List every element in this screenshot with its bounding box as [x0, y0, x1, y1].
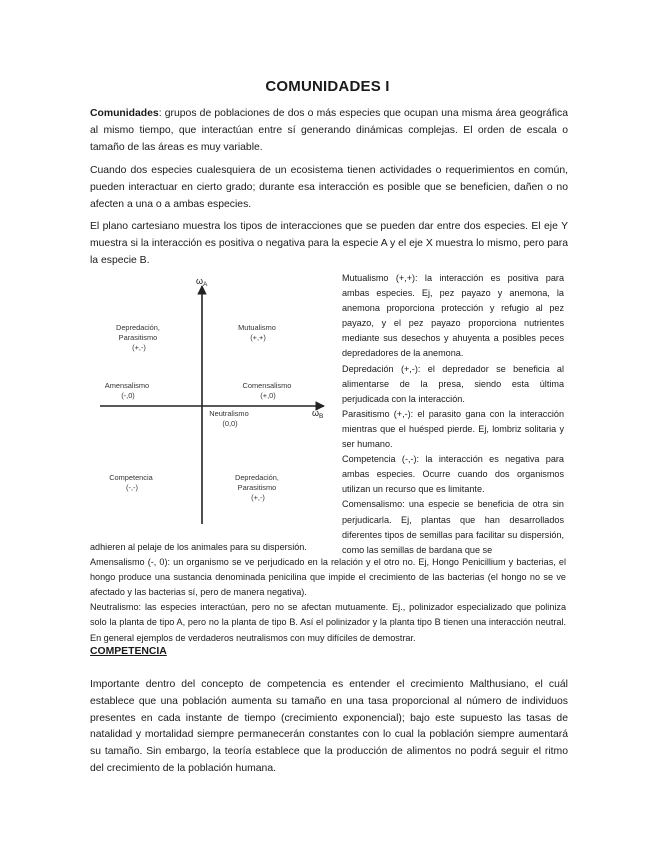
definition-mutualismo: Mutualismo (+,+): la interacción es positiva para ambas especies. Ej, pez payazo y anemona, la anemona proporciona protección y refugio al pez payazo, y el pez payazo proporciona nutrientes mediante sus desechos y ahuyenta a posibles peces depredadores de la anemona.: [342, 273, 564, 359]
definitions-full-width: [90, 540, 566, 646]
y-axis-label: $\omega_A$: [196, 276, 208, 288]
section-heading-competencia: COMPETENCIA: [90, 646, 167, 657]
axis-left-label: Amensalismo (-,0): [104, 381, 150, 400]
paragraph-cartesian: El plano cartesiano muestra los tipos de interacciones que se pueden dar entre dos especies. El eje Y muestra si la interacción es positiva o negativa para la especie A y el eje X muestra lo mismo, pero para la especie B.: [90, 221, 568, 266]
quadrant-bottom-right-label: Depredación, Parasitismo (+,-): [234, 473, 279, 502]
definition-amensalismo: Amensalismo (-, 0): un organismo se ve perjudicado en la relación y el otro no. Ej, Hongo Penicillium y bacterias, el hongo produce una sustancia denominada penicilina que impide el crecimiento de las bacterias (el hongo no se ve afectado y las bacterias sí, pero de manera negativa).: [90, 557, 566, 598]
definition-competencia: Competencia (-,-): la interacción es negativa para ambas especies. Ocurre cuando dos organismos utilizan un recurso que es limitante.: [342, 454, 564, 495]
page-title: COMUNIDADES I: [265, 78, 390, 95]
definition-depredacion: Depredación (+,-): el depredador se beneficia al alimentarse de la presa, siendo esta última perjudicada con la interacción.: [342, 363, 564, 404]
paragraph-interactions: Cuando dos especies cualesquiera de un ecosistema tienen actividades o requerimientos en común, pueden interactuar en cierto grado; durante esa interacción es posible que se beneficien, dañen o no afecten a una o a ambas especies.: [90, 165, 568, 210]
definition-parasitismo: Parasitismo (+,-): el parasito gana con la interacción mientras que el huésped pierde. Ej, lombriz solitaria y ser humano.: [342, 408, 564, 450]
quadrant-bottom-left-label: Competencia (-,-): [109, 473, 153, 492]
definitions-column: [342, 271, 564, 558]
intro-term: Comunidades: [90, 108, 159, 119]
x-axis-label: $\omega_B$: [312, 408, 324, 420]
quadrant-top-right-label: Mutualismo (+,+): [238, 323, 276, 342]
axis-right-label: Comensalismo (+,0): [242, 381, 292, 400]
definition-comensalismo: Comensalismo: una especie se beneficia de otra sin perjudicarla. Ej, plantas que han desarrollados diferentes tipos de semillas para facilitar su dispersión, como las semillas de bardana que se: [342, 499, 564, 555]
definition-neutralismo: Neutralismo: las especies interactúan, pero no se afectan mutuamente. Ej., polinizador especializado que poliniza solo la planta de tipo A, pero no la planta de tipo B. Así el polinizador y la planta tipo B tienen una interacción neutral. En general ejemplos de verdaderos neutralismos con muy difíciles de demostrar.: [90, 602, 566, 643]
paragraph-malthusian: Importante dentro del concepto de competencia es entender el crecimiento Malthusiano, el cuál establece que una población aumenta su tamaño en una tasa proporcional al número de individuos presentes en cada instante de tiempo (crecimiento exponencial); bajo este supuesto las tasas de natalidad y mortalidad siempre permanecerán constantes con lo cual la población siempre aumentará su tamaño. Sin embargo, la teoría establece que la producción de alimentos no podrá seguir el ritmo del crecimiento de la población humana.: [90, 679, 568, 774]
definition-comensalismo-continued: adhieren al pelaje de los animales para su dispersión.: [90, 542, 307, 552]
intro-text: : grupos de poblaciones de dos o más especies que ocupan una misma área geográfica al mismo tiempo, que interactúan entre sí generando dinámicas complejas. El orden de escala o tamaño de las áreas es muy variable.: [90, 108, 568, 153]
interaction-diagram: [92, 272, 338, 540]
intro-paragraph: [90, 106, 568, 156]
origin-label: Neutralismo (0,0): [209, 409, 249, 428]
quadrant-top-left-label: Depredación, Parasitismo (+,-): [115, 323, 160, 352]
